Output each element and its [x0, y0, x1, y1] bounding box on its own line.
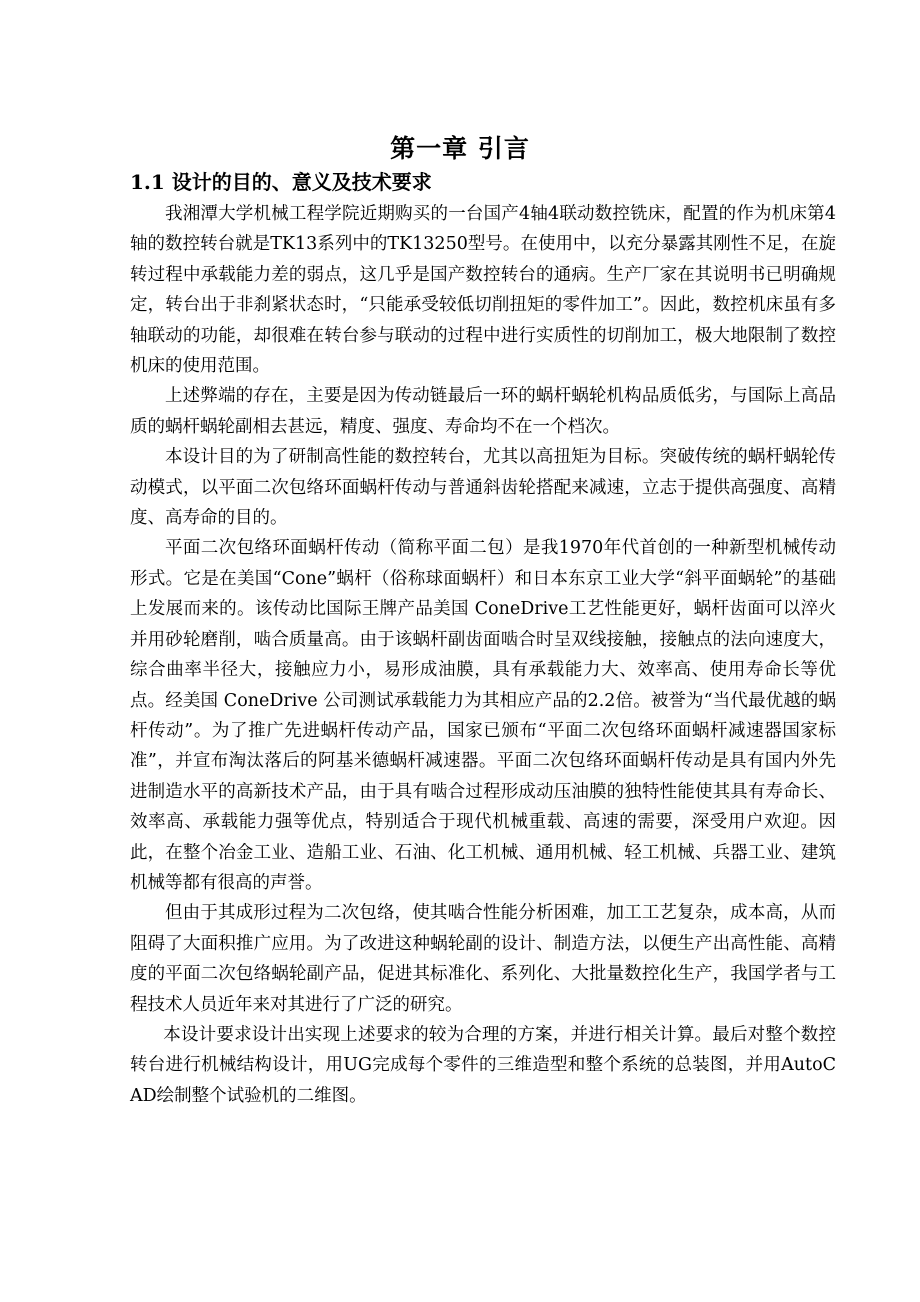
section-heading: 1.1 设计的目的、意义及技术要求 [130, 170, 432, 194]
paragraph: 我湘潭大学机械工程学院近期购买的一台国产4轴4联动数控铣床，配置的作为机床第4轴的数控转台就是TK13系列中的TK13250型号。在使用中，以充分暴露其刚性不足，在旋转过程中承载能力差的弱点，这几乎是国产数控转台的通病。生产厂家在其说明书已明确规定，转台出于非刹紧状态时，“只能承受较低切削扭矩的零件加工”。因此，数控机床虽有多轴联动的功能，却很难在转台参与联动的过程中进行实质性的切削加工，极大地限制了数控机床的使用范围。 [130, 204, 836, 377]
paragraph: 但由于其成形过程为二次包络，使其啮合性能分析困难，加工工艺复杂，成本高，从而阻碍了大面积推广应用。为了改进这种蜗轮副的设计、制造方法，以便生产出高性能、高精度的平面二次包络蜗轮副产品，促进其标准化、系列化、大批量数控化生产，我国学者与工程技术人员近年来对其进行了广泛的研究。 [130, 903, 836, 1015]
paragraph: 平面二次包络环面蜗杆传动（简称平面二包）是我1970年代首创的一种新型机械传动形式。它是在美国“Cone”蜗杆（俗称球面蜗杆）和日本东京工业大学“斜平面蜗轮”的基础上发展而来的。该传动比国际王牌产品美国 ConeDrive工艺性能更好，蜗杆齿面可以淬火并用砂轮磨削，啮合质量高。由于该蜗杆副齿面啮合时呈双线接触，接触点的法向速度大，综合曲率半径大，接触应力小，易形成油膜，具有承载能力大、效率高、使用寿命长等优点。经美国 ConeDrive 公司测试承载能力为其相应产品的2.2倍。被誉为“当代最优越的蜗杆传动”。为了推广先进蜗杆传动产品，国家已颁布“平面二次包络环面蜗杆减速器国家标准”，并宣布淘汰落后的阿基米德蜗杆减速器。平面二次包络环面蜗杆传动是具有国内外先进制造水平的高新技术产品，由于具有啮合过程形成动压油膜的独特性能使其具有寿命长、效率高、承载能力强等优点，特别适合于现代机械重载、高速的需要，深受用户欢迎。因此，在整个冶金工业、造船工业、石油、化工机械、通用机械、轻工机械、兵器工业、建筑机械等都有很高的声誉。 [130, 538, 836, 893]
paragraph: 本设计目的为了研制高性能的数控转台，尤其以高扭矩为目标。突破传统的蜗杆蜗轮传动模式，以平面二次包络环面蜗杆传动与普通斜齿轮搭配来减速，立志于提供高强度、高精度、高寿命的目的。 [130, 447, 836, 529]
chapter-title: 第一章 引言 [390, 134, 530, 163]
paragraph: 上述弊端的存在，主要是因为传动链最后一环的蜗杆蜗轮机构品质低劣，与国际上高品质的蜗杆蜗轮副相去甚远，精度、强度、寿命均不在一个档次。 [130, 386, 836, 437]
paragraph: 本设计要求设计出实现上述要求的较为合理的方案，并进行相关计算。最后对整个数控转台进行机械结构设计，用UG完成每个零件的三维造型和整个系统的总装图，并用AutoCAD绘制整个试验机的二维图。 [130, 1024, 836, 1106]
body-text [130, 199, 836, 1111]
